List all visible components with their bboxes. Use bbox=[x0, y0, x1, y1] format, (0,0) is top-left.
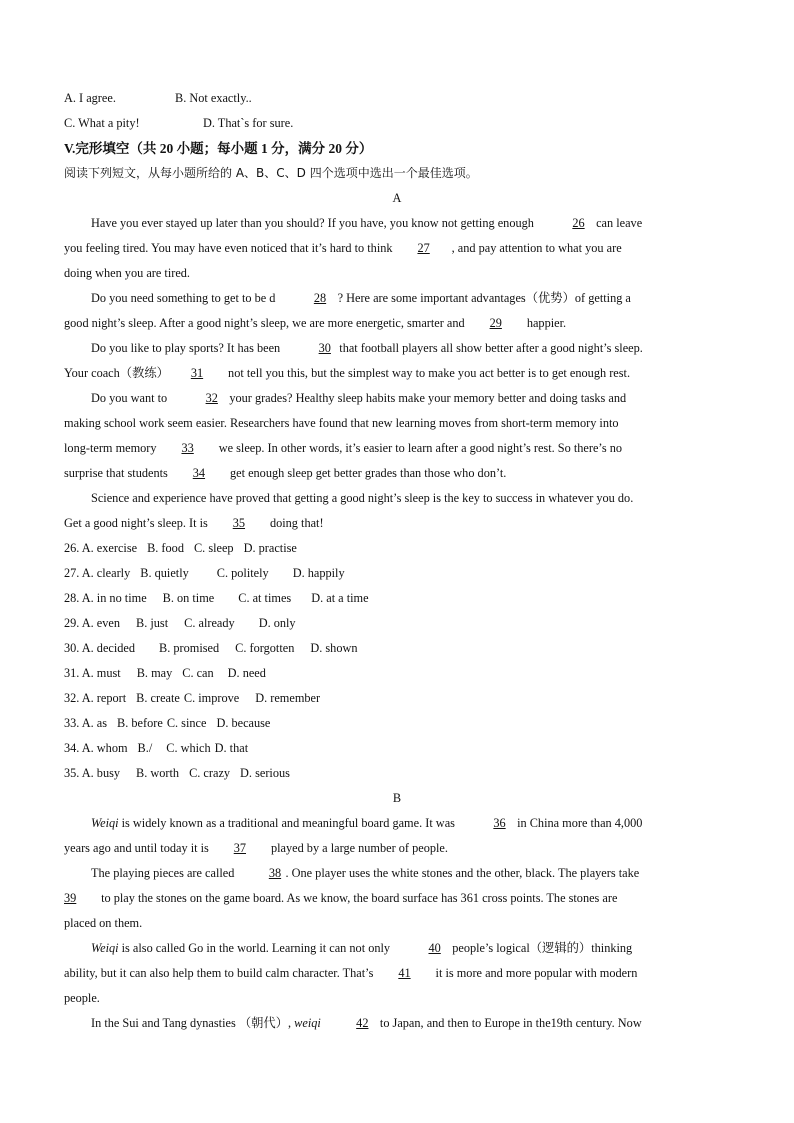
passage-line: people. bbox=[64, 991, 100, 1005]
blank-37: 37 bbox=[233, 841, 247, 855]
blank-33: 33 bbox=[181, 441, 194, 455]
blank-39: 39 bbox=[64, 891, 77, 905]
passage-line: Do you like to play sports? It has been 30 that football players all show better after a good night’s sleep. bbox=[64, 336, 730, 361]
blank-29: 29 bbox=[489, 316, 502, 330]
passage-line: placed on them. bbox=[64, 916, 143, 930]
question-row[interactable]: 28. A. in no time B. on time C. at times D. at a time bbox=[64, 591, 369, 605]
option-d: D. That`s for sure. bbox=[203, 116, 294, 130]
passage-line: you feeling tired. You may have even noticed that it’s hard to think 27 , and pay attention to what you are bbox=[64, 236, 730, 261]
blank-35: 35 bbox=[232, 516, 246, 530]
exam-page bbox=[64, 86, 730, 1036]
question-row[interactable]: 29. A. even B. just C. already D. only bbox=[64, 616, 296, 630]
blank-34: 34 bbox=[192, 466, 206, 480]
blank-38: 38 bbox=[268, 866, 282, 880]
question-row[interactable]: 26. A. exercise B. food C. sleep D. practise bbox=[64, 541, 297, 555]
passage-line: In the Sui and Tang dynasties （朝代）, weiqi 42 to Japan, and then to Europe in the19th century. Now bbox=[64, 1011, 730, 1036]
section-instruction: 阅读下列短文，从每小题所给的 A、B、C、D 四个选项中选出一个最佳选项。 bbox=[64, 166, 478, 180]
blank-30: 30 bbox=[318, 341, 331, 355]
passage-line: Weiqi is also called Go in the world. Learning it can not only 40 people’s logical（逻辑的）thinking bbox=[64, 936, 730, 961]
questions-a bbox=[64, 536, 730, 786]
question-row[interactable]: 27. A. clearly B. quietly C. politely D. happily bbox=[64, 566, 345, 580]
blank-40: 40 bbox=[428, 941, 441, 955]
passage-line: Your coach（教练） 31 not tell you this, but the simplest way to make you act better is to get enough rest. bbox=[64, 361, 730, 386]
blank-28: 28 bbox=[313, 291, 327, 305]
question-row[interactable]: 33. A. as B. before C. since D. because bbox=[64, 716, 271, 730]
blank-26: 26 bbox=[572, 216, 585, 230]
blank-31: 31 bbox=[190, 366, 204, 380]
passage-line: Do you need something to get to be d 28 ? Here are some important advantages（优势）of getting a bbox=[64, 286, 730, 311]
question-row[interactable]: 34. A. whom B./ C. which D. that bbox=[64, 741, 249, 755]
passage-line: making school work seem easier. Researchers have found that new learning moves from short-term memory into bbox=[64, 416, 619, 430]
passage-b-label: B bbox=[392, 791, 402, 805]
blank-27: 27 bbox=[417, 241, 430, 255]
passage-line: surprise that students 34 get enough sleep get better grades than those who don’t. bbox=[64, 461, 730, 486]
prev-options-row-1 bbox=[64, 86, 730, 111]
passage-line: Get a good night’s sleep. It is 35 doing that! bbox=[64, 511, 730, 536]
passage-line: ability, but it can also help them to build calm character. That’s 41 it is more and more popular with modern bbox=[64, 961, 730, 986]
passage-line: The playing pieces are called 38 . One player uses the white stones and the other, black. The players take bbox=[64, 861, 730, 886]
passage-a-label: A bbox=[392, 191, 402, 205]
option-b: B. Not exactly.. bbox=[175, 91, 252, 105]
option-a: A. I agree. bbox=[64, 91, 116, 105]
passage-b bbox=[64, 811, 730, 1036]
passage-a bbox=[64, 211, 730, 536]
question-row[interactable]: 35. A. busy B. worth C. crazy D. serious bbox=[64, 766, 290, 780]
passage-line: 39 to play the stones on the game board. As we know, the board surface has 361 cross points. The stones are bbox=[64, 886, 730, 911]
blank-32: 32 bbox=[205, 391, 218, 405]
passage-line: Science and experience have proved that getting a good night’s sleep is the key to success in whatever you do. bbox=[91, 491, 634, 505]
passage-line: long-term memory 33 we sleep. In other words, it’s easier to learn after a good night’s rest. So there’s no bbox=[64, 436, 730, 461]
blank-42: 42 bbox=[356, 1016, 369, 1030]
question-row[interactable]: 31. A. must B. may C. can D. need bbox=[64, 666, 266, 680]
passage-line: Have you ever stayed up later than you should? If you have, you know not getting enough 26 can leave bbox=[64, 211, 730, 236]
blank-41: 41 bbox=[398, 966, 411, 980]
passage-line: Weiqi is widely known as a traditional and meaningful board game. It was 36 in China more than 4,000 bbox=[64, 811, 730, 836]
prev-options-row-2 bbox=[64, 111, 730, 136]
blank-36: 36 bbox=[493, 816, 506, 830]
question-row[interactable]: 30. A. decided B. promised C. forgotten D. shown bbox=[64, 641, 358, 655]
option-c: C. What a pity! bbox=[64, 116, 140, 130]
question-row[interactable]: 32. A. report B. create C. improve D. remember bbox=[64, 691, 321, 705]
passage-line: Do you want to 32 your grades? Healthy sleep habits make your memory better and doing tasks and bbox=[64, 386, 730, 411]
passage-line: doing when you are tired. bbox=[64, 266, 191, 280]
section-title: V.完形填空（共 20 小题；每小题 1 分，满分 20 分） bbox=[64, 141, 373, 156]
passage-line: years ago and until today it is 37 played by a large number of people. bbox=[64, 836, 730, 861]
passage-line: good night’s sleep. After a good night’s sleep, we are more energetic, smarter and 29 happier. bbox=[64, 311, 730, 336]
